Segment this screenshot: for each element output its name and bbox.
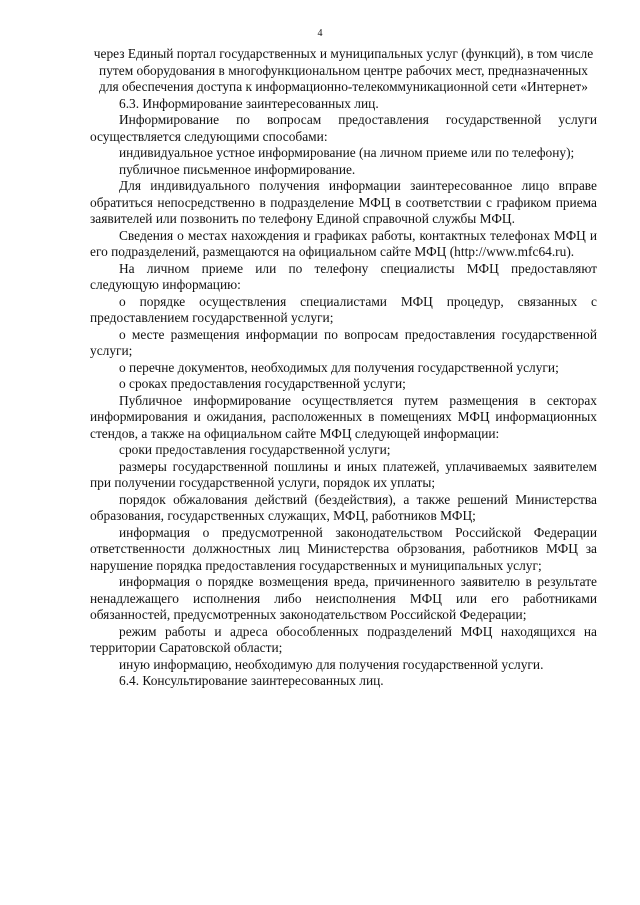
paragraph: Сведения о местах нахождения и графиках работы, контактных телефонах МФЦ и его подразделений, размещаются на официальном сайте МФЦ (http://www.mfc64.ru). xyxy=(90,227,597,259)
section-6-3-title: 6.3. Информирование заинтересованных лиц. xyxy=(119,95,379,111)
list-item: о сроках предоставления государственной услуги; xyxy=(119,376,406,391)
list-item: сроки предоставления государственной услуги; xyxy=(119,442,391,457)
section-heading: через Единый портал государственных и муниципальных услуг (функций), в том числе путем оборудования в многофункциональном центре рабочих мест, предназначенных для обеспечения доступа к информационно-телекоммуникационной сети «Интернет» xyxy=(93,46,594,94)
list-item: порядок обжалования действий (бездействия), а также решений Министерства образования, государственных служащих, МФЦ, работников МФЦ; xyxy=(90,491,597,523)
list-item: информация о предусмотренной законодательством Российской Федерации ответственности должностных лиц Министерства обрзования, работников МФЦ за нарушение порядка предоставления государственных и муниципальных услуг; xyxy=(90,524,597,573)
paragraph: На личном приеме или по телефону специалисты МФЦ предоставляют следующую информацию: xyxy=(90,260,597,292)
list-item: о месте размещения информации по вопросам предоставления государственной услуги; xyxy=(90,326,597,358)
list-item: о перечне документов, необходимых для получения государственной услуги; xyxy=(119,359,559,375)
list-item: информация о порядке возмещения вреда, причиненного заявителю в результате ненадлежащего исполнения либо неисполнения МФЦ или его работниками обязанностей, предусмотренных законодательством Российской Федерации; xyxy=(90,574,597,622)
page-number: 4 xyxy=(317,28,323,39)
list-item: публичное письменное информирование. xyxy=(119,161,356,177)
paragraph: Для индивидуального получения информации заинтересованное лицо вправе обратиться непосредственно в подразделение МФЦ в соответствии с графиком приема заявителей или позвонить по телефону Единой справочной службы МФЦ. xyxy=(90,178,597,226)
list-item: размеры государственной пошлины и иных платежей, уплачиваемых заявителем при получении государственной услуги, порядок их уплаты; xyxy=(90,458,597,490)
list-item: индивидуальное устное информирование (на личном приеме или по телефону); xyxy=(119,145,575,160)
list-item: о порядке осуществления специалистами МФЦ процедур, связанных с предоставлением государственной услуги; xyxy=(90,293,597,325)
document-body xyxy=(90,46,597,690)
paragraph: Публичное информирование осуществляется путем размещения в секторах информирования и ожидания, расположенных в помещениях МФЦ информационных стендов, а также на официальном сайте МФЦ следующей информации: xyxy=(90,392,597,441)
paragraph: Информирование по вопросам предоставления государственной услуги осуществляется следующими способами: xyxy=(90,112,597,144)
list-item: режим работы и адреса обособленных подразделений МФЦ находящихся на территории Саратовской области; xyxy=(90,623,597,655)
list-item: иную информацию, необходимую для получения государственной услуги. xyxy=(119,656,544,672)
section-6-4-title: 6.4. Консультирование заинтересованных лиц. xyxy=(119,673,384,688)
